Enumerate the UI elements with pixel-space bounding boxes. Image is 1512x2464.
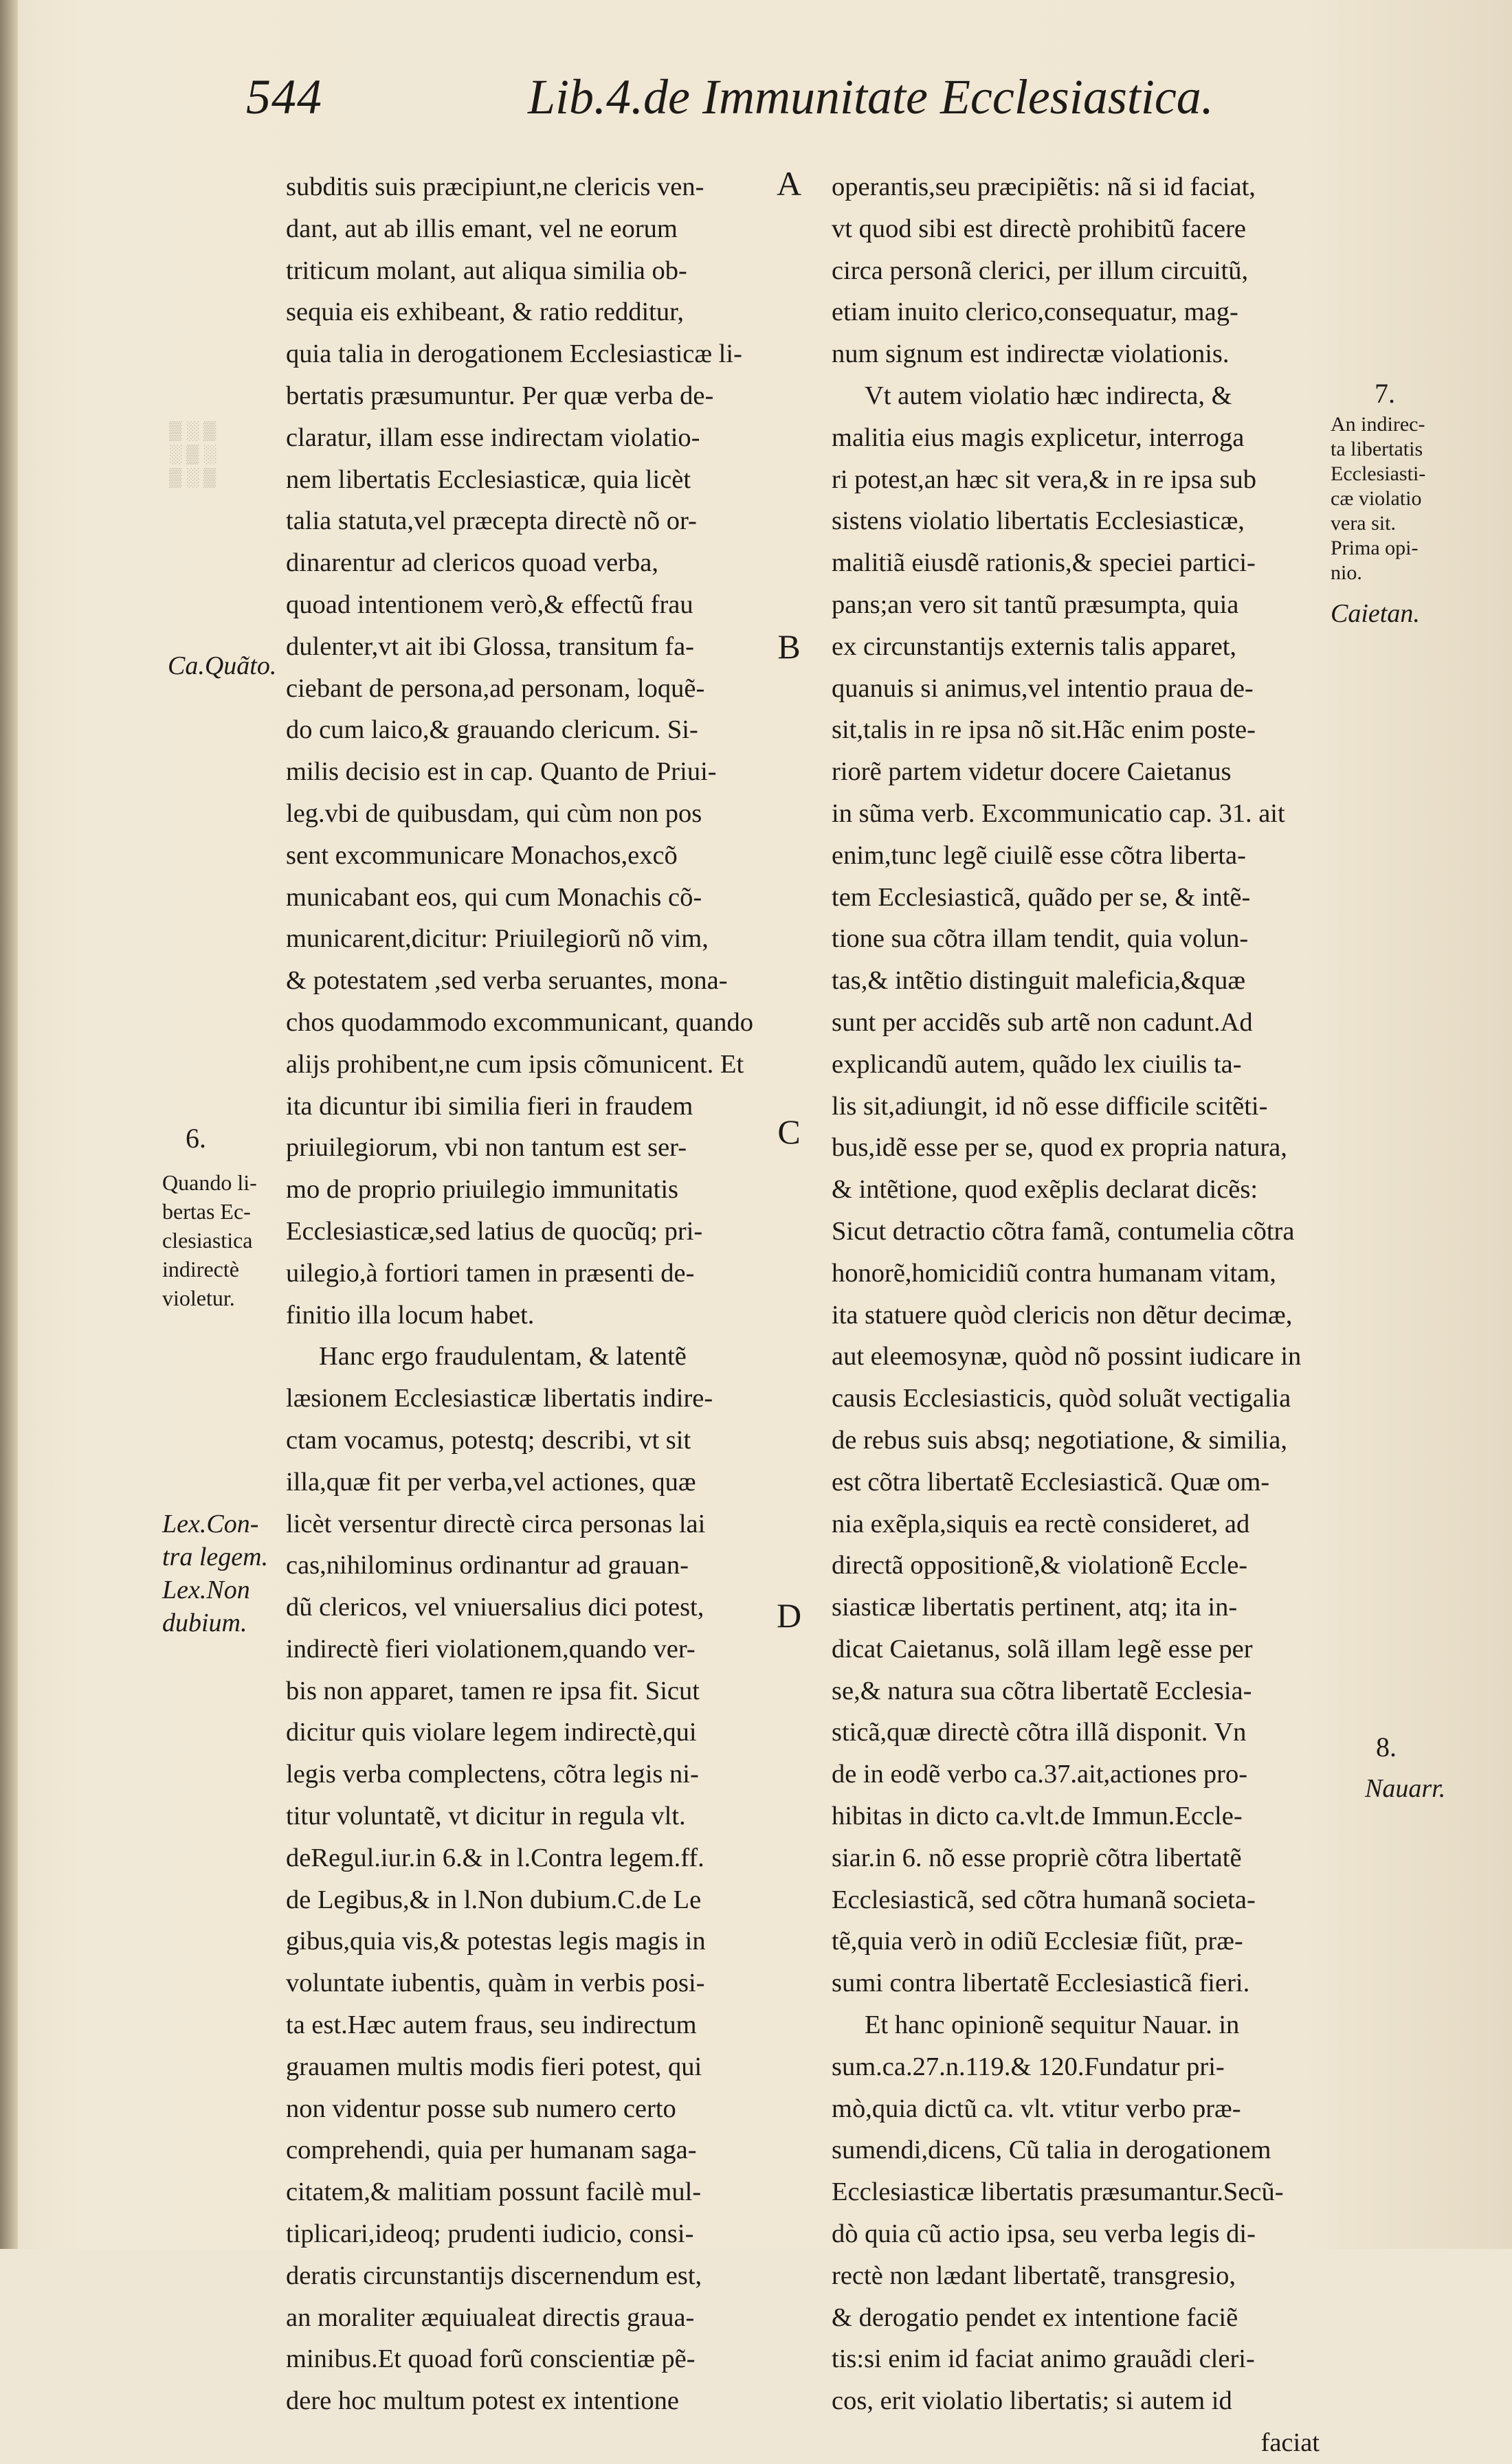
text-line: de Legibus,& in l.Non dubium.C.de Le [286, 1885, 702, 1914]
left-text-column [286, 166, 781, 2422]
right-text-column [832, 166, 1326, 2464]
text-line: causis Ecclesiasticis, quòd soluãt vectigalia [832, 1384, 1291, 1413]
text-line: minibus.Et quoad forũ conscientiæ pẽ- [286, 2344, 696, 2374]
text-line: Vt autem violatio hæc indirecta, & [865, 381, 1232, 410]
running-title: Lib.4.de Immunitate Ecclesiastica. [528, 69, 1214, 124]
text-line: municarent,dicitur: Priuilegiorũ nõ vim, [286, 924, 709, 954]
margin-note-caietan: Caietan. [1331, 599, 1420, 628]
text-line: bus,idẽ esse per se, quod ex propria natura, [832, 1133, 1287, 1163]
text-line: & potestatem ,sed verba seruantes, mona- [286, 966, 728, 996]
text-line: comprehendi, quia per humanam saga- [286, 2136, 697, 2165]
text-line: alijs prohibent,ne cum ipsis cõmunicent. Et [286, 1049, 744, 1079]
text-line: tas,& intẽtio distinguit maleficia,&quæ [832, 966, 1246, 996]
text-line: grauamen multis modis fieri potest, qui [286, 2052, 702, 2081]
text-line: dulenter,vt ait ibi Glossa, transitum fa- [286, 631, 695, 661]
text-line: operantis,seu præcipiẽtis: nã si id faciat, [832, 172, 1256, 201]
text-line: Et hanc opinionẽ sequitur Nauar. in [865, 2011, 1240, 2040]
text-line: quoad intentionem verò,& effectũ frau [286, 590, 693, 619]
text-line: num signum est indirectæ violationis. [832, 339, 1230, 369]
text-line: ex circunstantijs externis talis apparet, [832, 631, 1237, 661]
text-line: est cõtra libertatẽ Ecclesiasticã. Quæ om- [832, 1467, 1270, 1497]
text-line: ciebant de persona,ad personam, loquẽ- [286, 673, 705, 703]
section-letter-c: C [777, 1112, 801, 1151]
text-line: ta est.Hæc autem fraus, seu indirectum [286, 2011, 697, 2040]
margin-note-lex-contra-legem: Lex.Con- tra legem. Lex.Non dubium. [162, 1510, 269, 1637]
text-line: nem libertatis Ecclesiasticæ, quia licèt [286, 464, 691, 494]
text-line: subditis suis præcipiunt,ne clericis ven- [286, 172, 704, 201]
text-line: Ecclesiasticã, sed cõtra humanã societa- [832, 1885, 1256, 1914]
text-line: an moraliter æquiualeat directis graua- [286, 2303, 695, 2332]
text-line: aut eleemosynæ, quòd nõ possint iudicare in [832, 1342, 1302, 1371]
section-letter-a: A [776, 164, 802, 203]
section-letter-d: D [776, 1596, 802, 1635]
text-line: Ecclesiasticæ libertatis præsumantur.Secũ- [832, 2177, 1284, 2207]
text-line: claratur, illam esse indirectam violatio- [286, 423, 700, 452]
text-line: talia statuta,vel præcepta directè nõ or- [286, 506, 697, 536]
text-line: triticum molant, aut aliqua similia ob- [286, 256, 687, 285]
text-line: de in eodẽ verbo ca.37.ait,actiones pro- [832, 1760, 1248, 1789]
text-line: de rebus suis absq; negotiatione, & similia, [832, 1425, 1287, 1455]
gutter-shadow [0, 0, 18, 2249]
text-line: municabant eos, qui cum Monachis cõ- [286, 882, 702, 912]
text-line: chos quodammodo excommunicant, quando [286, 1007, 754, 1037]
text-line: lis sit,adiungit, id nõ esse difficile scitẽti- [832, 1091, 1268, 1121]
text-line: ctam vocamus, potestq; describi, vt sit [286, 1425, 691, 1455]
text-line: finitio illa locum habet. [286, 1300, 535, 1330]
text-line: do cum laico,& grauando clericum. Si- [286, 715, 698, 745]
text-line: pans;an vero sit tantũ præsumpta, quia [832, 590, 1239, 619]
text-line: sent excommunicare Monachos,excõ [286, 840, 678, 870]
margin-note-an-indirecta: An indirec- ta libertatis Ecclesiasti- cæ violatio vera sit. Prima opi- nio. [1331, 413, 1426, 584]
text-line: rectè non lædant libertatẽ, transgresio, [832, 2261, 1236, 2290]
text-line: indirectè fieri violationem,quando ver- [286, 1634, 696, 1664]
text-line: ita statuere quòd clericis non dẽtur decimæ, [832, 1300, 1293, 1330]
text-line: dũ clericos, vel vniuersalius dici potest, [286, 1593, 704, 1622]
text-line: legis verba complectens, cõtra legis ni- [286, 1760, 699, 1789]
text-line: bis non apparet, tamen re ipsa fit. Sicut [286, 1676, 700, 1705]
text-line: enim,tunc legẽ ciuilẽ esse cõtra liberta- [832, 840, 1246, 870]
text-line: citatem,& malitiam possunt facilè mul- [286, 2177, 702, 2207]
text-line: titur voluntatẽ, vt dicitur in regula vlt. [286, 1802, 686, 1831]
text-line: Ecclesiasticæ,sed latius de quocũq; pri- [286, 1216, 703, 1246]
text-line: tiplicari,ideoq; prudenti iudicio, consi- [286, 2219, 694, 2249]
text-line: siasticæ libertatis pertinent, atq; ita in- [832, 1593, 1238, 1622]
text-line: sumi contra libertatẽ Ecclesiasticã fieri. [832, 1969, 1250, 1998]
margin-note-number-8: 8. [1376, 1732, 1397, 1762]
text-line: etiam inuito clerico,consequatur, mag- [832, 298, 1238, 327]
text-line: dicat Caietanus, solã illam legẽ esse per [832, 1634, 1253, 1664]
text-line: malitia eius magis explicetur, interroga [832, 423, 1245, 452]
text-line: bertatis præsumuntur. Per quæ verba de- [286, 381, 714, 410]
text-line: sistens violatio libertatis Ecclesiasticæ, [832, 506, 1245, 536]
text-line: quia talia in derogationem Ecclesiasticæ li- [286, 339, 742, 369]
text-line: se,& natura sua cõtra libertatẽ Ecclesia- [832, 1676, 1252, 1705]
text-line: sumendi,dicens, Cũ talia in derogationem [832, 2136, 1271, 2165]
text-line: dò quia cũ actio ipsa, seu verba legis di- [832, 2219, 1256, 2249]
text-line: deRegul.iur.in 6.& in l.Contra legem.ff. [286, 1843, 704, 1872]
text-line: sum.ca.27.n.119.& 120.Fundatur pri- [832, 2052, 1225, 2081]
text-line: honorẽ,homicidiũ contra humanam vitam, [832, 1258, 1276, 1288]
faded-offset-marks: ▒ ░ ▒ ░ ▒ ░ ▒ ░ ▒ [169, 421, 216, 487]
text-line: non videntur posse sub numero certo [286, 2094, 676, 2123]
text-line: dicitur quis violare legem indirectè,qui [286, 1718, 697, 1747]
text-line: tione sua cõtra illam tendit, quia volun- [832, 924, 1249, 954]
text-line: faciat [1260, 2428, 1320, 2458]
text-line: sticã,quæ directè cõtra illã disponit. Vn [832, 1718, 1247, 1747]
text-line: tis:si enim id faciat animo grauãdi cleri- [832, 2344, 1255, 2374]
text-line: directã oppositionẽ,& violationẽ Eccle- [832, 1551, 1248, 1580]
text-line: riorẽ partem videtur docere Caietanus [832, 757, 1232, 787]
text-line: voluntate iubentis, quàm in verbis posi- [286, 1969, 705, 1998]
page-number: 544 [246, 69, 322, 124]
text-line: cos, erit violatio libertatis; si autem id [832, 2386, 1232, 2416]
text-line: in sũma verb. Excommunicatio cap. 31. ait [832, 798, 1285, 828]
section-letter-b: B [777, 627, 801, 666]
margin-note-number-6: 6. [186, 1123, 206, 1154]
text-line: quanuis si animus,vel intentio praua de- [832, 673, 1254, 703]
text-line: illa,quæ fit per verba,vel actiones, quæ [286, 1467, 696, 1497]
margin-note-ca-quanto: Ca.Quãto. [168, 651, 277, 680]
text-line: milis decisio est in cap. Quanto de Priui- [286, 757, 717, 787]
text-line: uilegio,à fortiori tamen in præsenti de- [286, 1258, 695, 1288]
text-line: dere hoc multum potest ex intentione [286, 2386, 680, 2416]
text-line: cas,nihilominus ordinantur ad grauan- [286, 1551, 689, 1580]
text-line: dant, aut ab illis emant, vel ne eorum [286, 214, 678, 243]
text-line: ri potest,an hæc sit vera,& in re ipsa sub [832, 464, 1257, 494]
text-line: deratis circunstantijs discernendum est, [286, 2261, 702, 2290]
text-line: nia exẽpla,siquis ea rectè consideret, ad [832, 1509, 1250, 1538]
text-line: tẽ,quia verò in odiũ Ecclesiæ fiũt, præ- [832, 1927, 1243, 1956]
page-header [246, 63, 1332, 139]
margin-note-number-7: 7. [1375, 378, 1395, 409]
margin-note-nauarr: Nauarr. [1365, 1774, 1446, 1803]
text-line: mo de proprio priuilegio immunitatis [286, 1175, 679, 1205]
text-line: siar.in 6. nõ esse propriè cõtra libertatẽ [832, 1843, 1242, 1872]
text-line: Sicut detractio cõtra famã, contumelia cõtra [832, 1216, 1295, 1246]
text-line: explicandũ autem, quãdo lex ciuilis ta- [832, 1049, 1242, 1079]
text-line: tem Ecclesiasticã, quãdo per se, & intẽ- [832, 882, 1251, 912]
text-line: dinarentur ad clericos quoad verba, [286, 548, 658, 578]
text-line: licèt versentur directè circa personas lai [286, 1509, 706, 1538]
text-line: hibitas in dicto ca.vlt.de Immun.Eccle- [832, 1802, 1243, 1831]
text-line: ita dicuntur ibi similia fieri in fraudem [286, 1091, 693, 1121]
text-line: & intẽtione, quod exẽplis declarat dicẽs: [832, 1175, 1258, 1205]
margin-note-quando-libertas: Quando li- bertas Ec- clesiastica indirectè violetur. [162, 1170, 257, 1310]
text-line: malitiã eiusdẽ rationis,& speciei partici- [832, 548, 1256, 578]
text-line: vt quod sibi est directè prohibitũ facere [832, 214, 1246, 243]
text-line: Hanc ergo fraudulentam, & latentẽ [319, 1342, 687, 1371]
text-line: mò,quia dictũ ca. vlt. vtitur verbo præ- [832, 2094, 1241, 2123]
text-line: priuilegiorum, vbi non tantum est ser- [286, 1133, 687, 1163]
text-line: sequia eis exhibeant, & ratio redditur, [286, 298, 684, 327]
text-line: leg.vbi de quibusdam, qui cùm non pos [286, 798, 702, 828]
text-line: læsionem Ecclesiasticæ libertatis indire- [286, 1384, 713, 1413]
text-line: sit,talis in re ipsa nõ sit.Hãc enim poste- [832, 715, 1256, 745]
text-line: circa personã clerici, per illum circuitũ, [832, 256, 1249, 285]
text-line: sunt per accidẽs sub artẽ non cadunt.Ad [832, 1007, 1253, 1037]
text-line: gibus,quia vis,& potestas legis magis in [286, 1927, 706, 1956]
text-line: & derogatio pendet ex intentione faciẽ [832, 2303, 1238, 2332]
